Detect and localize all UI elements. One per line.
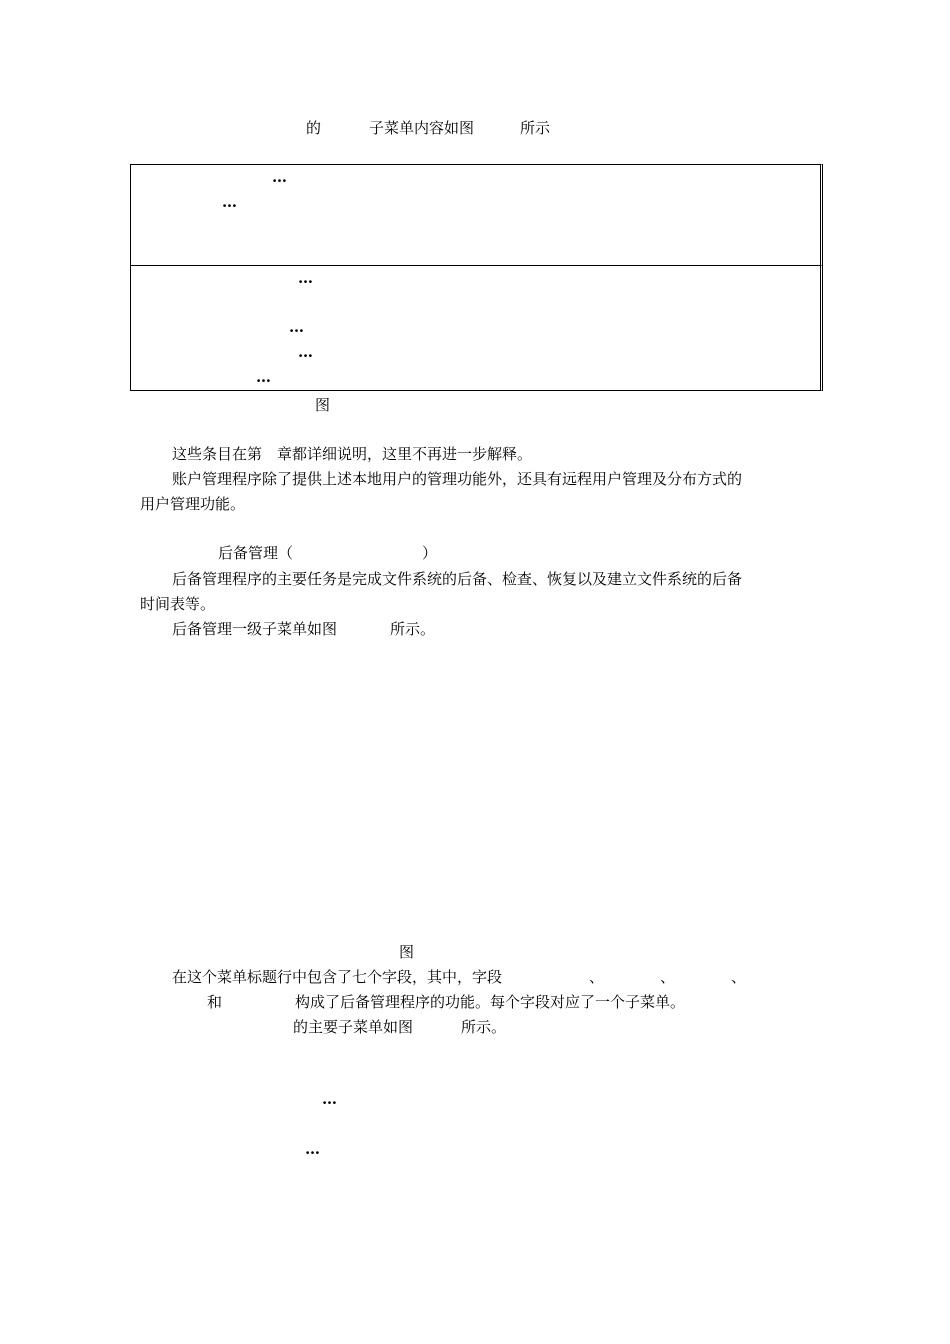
bottom-dots-1: …	[322, 1090, 336, 1108]
box2-line-4: …	[256, 368, 270, 386]
box2-line-3: …	[298, 343, 312, 361]
box1-line-2: …	[222, 193, 236, 211]
section-heading-close: ）	[422, 544, 438, 562]
submenu-box-lower	[130, 265, 823, 391]
paragraph-3-line-1: 后备管理程序的主要任务是完成文件系统的后备、检查、恢复以及建立文件系统的后备	[172, 570, 743, 588]
caption-top-part2: 子菜单内容如图	[369, 119, 475, 137]
paragraph-5-sep-1: 、	[589, 968, 605, 986]
paragraph-4-suffix: 所示。	[390, 620, 436, 638]
box1-line-1: …	[272, 168, 286, 186]
paragraph-1: 这些条目在第 章都详细说明，这里不再进一步解释。	[172, 445, 533, 463]
paragraph-2-line-2: 用户管理功能。	[140, 495, 246, 513]
submenu-box-upper	[130, 164, 823, 266]
paragraph-3-line-2: 时间表等。	[140, 595, 216, 613]
paragraph-5-sep-2: 、	[660, 968, 676, 986]
paragraph-5-line-1: 在这个菜单标题行中包含了七个字段，其中，字段	[172, 968, 503, 986]
paragraph-5-line-2: 构成了后备管理程序的功能。每个字段对应了一个子菜单。	[295, 993, 686, 1011]
section-heading: 后备管理（	[218, 544, 294, 562]
caption-top-part1: 的	[306, 119, 322, 137]
paragraph-5-sep-3: 、	[731, 968, 747, 986]
figure-1-label: 图	[315, 396, 331, 414]
paragraph-6-suffix: 所示。	[461, 1018, 507, 1036]
box2-line-2: …	[289, 318, 303, 336]
paragraph-2-line-1: 账户管理程序除了提供上述本地用户的管理功能外，还具有远程用户管理及分布方式的	[172, 470, 743, 488]
figure-2-label: 图	[399, 943, 415, 961]
paragraph-4: 后备管理一级子菜单如图	[172, 620, 338, 638]
paragraph-5-and: 和	[207, 993, 223, 1011]
bottom-dots-2: …	[305, 1140, 319, 1158]
caption-top-part3: 所示	[520, 119, 551, 137]
box2-line-1: …	[298, 269, 312, 287]
paragraph-6: 的主要子菜单如图	[293, 1018, 414, 1036]
